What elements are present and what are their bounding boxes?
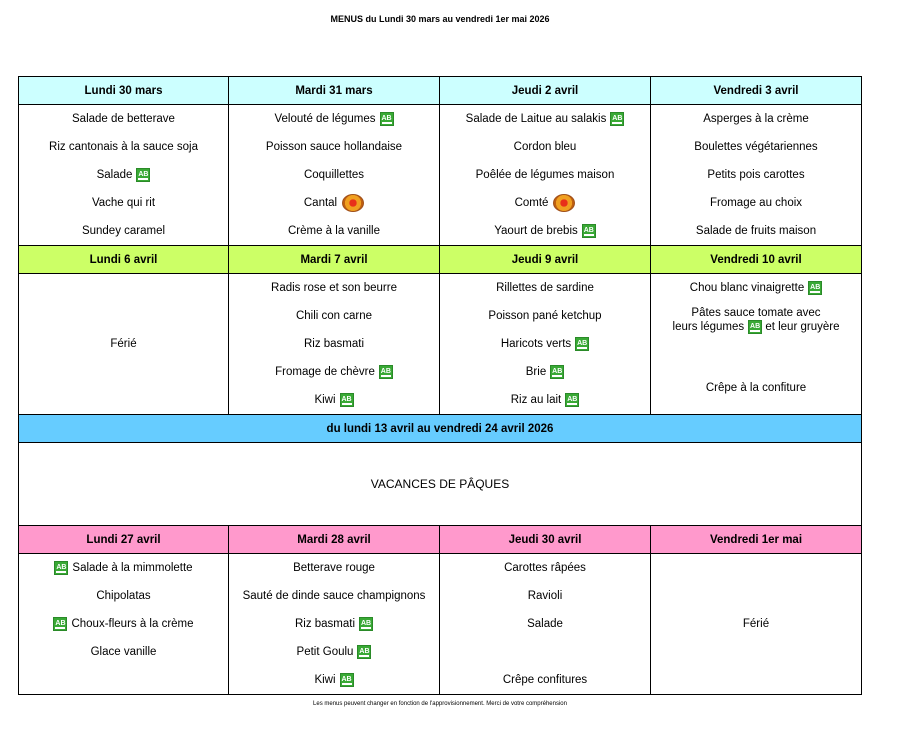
day-menu — [229, 274, 440, 415]
menu-item: Boulettes végétariennes — [694, 141, 818, 153]
menu-item: Chou blanc vinaigrette AB — [689, 282, 821, 294]
ab-organic-icon: AB — [610, 112, 624, 126]
menu-item: Comté — [440, 189, 650, 217]
menu-item: Brie AB — [525, 366, 563, 378]
menu-item: Petit Goulu AB — [296, 646, 370, 658]
menu-item: Haricots verts AB — [500, 338, 588, 350]
day-header: Vendredi 1er mai — [651, 526, 862, 554]
menu-item: Fromage au choix — [709, 197, 803, 209]
week3-menu-row — [19, 554, 862, 695]
spacer — [440, 638, 650, 666]
day-header: Lundi 6 avril — [19, 246, 229, 274]
ab-organic-icon: AB — [340, 393, 354, 407]
menu-table — [18, 76, 862, 695]
menu-item: Ravioli — [527, 590, 563, 602]
menu-item: Salade AB — [96, 169, 149, 181]
ab-organic-icon: AB — [54, 561, 68, 575]
menu-item: Glace vanille — [90, 646, 157, 658]
ab-organic-icon: AB — [808, 281, 822, 295]
menu-item: Chipolatas — [96, 590, 151, 602]
holiday-label: Férié — [742, 618, 770, 630]
day-menu — [19, 554, 229, 695]
menu-item: Asperges à la crème — [703, 113, 809, 125]
holiday-label: Férié — [110, 338, 137, 350]
menu-item: Fromage de chèvre AB — [275, 366, 391, 378]
menu-item: Salade de betterave — [72, 113, 175, 125]
menu-item: Sundey caramel — [81, 225, 166, 237]
day-menu — [19, 105, 229, 246]
ab-organic-icon: AB — [136, 168, 150, 182]
holiday-header-row — [19, 415, 862, 443]
menu-item: Betterave rouge — [293, 562, 375, 574]
holiday-header: du lundi 13 avril au vendredi 24 avril 2026 — [19, 415, 862, 443]
menu-item: Poisson sauce hollandaise — [265, 141, 403, 153]
menu-item: Kiwi AB — [314, 674, 352, 686]
ab-organic-icon: AB — [748, 320, 762, 334]
menu-item: Riz basmati — [303, 338, 365, 350]
day-header: Lundi 30 mars — [19, 77, 229, 105]
day-menu — [651, 105, 862, 246]
menu-item: Rillettes de sardine — [496, 282, 594, 294]
ab-organic-icon: AB — [359, 617, 373, 631]
week2-header-row — [19, 246, 862, 274]
menu-item: Cordon bleu — [513, 141, 577, 153]
menu-item: Radis rose et son beurre — [271, 282, 397, 294]
week3-header-row — [19, 526, 862, 554]
day-menu — [440, 274, 651, 415]
day-header: Vendredi 10 avril — [651, 246, 862, 274]
week1-header-row — [19, 77, 862, 105]
day-menu — [651, 274, 862, 415]
menu-item: Riz basmati AB — [294, 618, 372, 630]
ab-organic-icon: AB — [53, 617, 67, 631]
aop-badge-icon — [342, 194, 364, 212]
ab-organic-icon: AB — [582, 224, 596, 238]
week1-menu-row — [19, 105, 862, 246]
day-header: Jeudi 30 avril — [440, 526, 651, 554]
day-header: Mardi 28 avril — [229, 526, 440, 554]
ab-organic-icon: AB — [565, 393, 579, 407]
menu-item: Crêpe à la confiture — [705, 382, 807, 394]
day-menu — [229, 554, 440, 695]
menu-item: Vache qui rit — [91, 197, 156, 209]
menu-item: Coquillettes — [303, 169, 365, 181]
day-header: Mardi 7 avril — [229, 246, 440, 274]
menu-item: Poisson pané ketchup — [488, 310, 602, 322]
spacer — [651, 346, 861, 374]
day-menu — [440, 105, 651, 246]
day-header: Jeudi 9 avril — [440, 246, 651, 274]
day-menu — [651, 554, 862, 695]
menu-item: Kiwi AB — [314, 394, 352, 406]
ab-organic-icon: AB — [380, 112, 394, 126]
day-header: Jeudi 2 avril — [440, 77, 651, 105]
menu-item: Salade — [527, 618, 563, 630]
menu-item: Chili con carne — [295, 310, 373, 322]
footer-note: Les menus peuvent changer en fonction de l'approvisionnement. Merci de votre compréhension — [313, 701, 567, 707]
day-menu — [229, 105, 440, 246]
holiday-row — [19, 443, 862, 526]
menu-item: Pâtes sauce tomate avec leurs légumes AB et leur gruyère — [672, 307, 840, 334]
page-title: MENUS du Lundi 30 mars au vendredi 1er mai 2026 — [330, 14, 550, 24]
day-header: Vendredi 3 avril — [651, 77, 862, 105]
day-menu — [19, 274, 229, 415]
menu-item: Velouté de légumes AB — [274, 113, 392, 125]
menu-item: Crêpe confitures — [502, 674, 588, 686]
day-header: Lundi 27 avril — [19, 526, 229, 554]
day-menu — [440, 554, 651, 695]
menu-item: Sauté de dinde sauce champignons — [242, 590, 426, 602]
menu-item: Petits pois carottes — [707, 169, 805, 181]
menu-item: Carottes râpées — [504, 562, 586, 574]
ab-organic-icon: AB — [340, 673, 354, 687]
menu-item: AB Salade à la mimmolette — [56, 562, 193, 574]
menu-item: Riz au lait AB — [510, 394, 578, 406]
day-header: Mardi 31 mars — [229, 77, 440, 105]
menu-item: Poêlée de légumes maison — [475, 169, 615, 181]
menu-item: Cantal — [229, 189, 439, 217]
ab-organic-icon: AB — [357, 645, 371, 659]
ab-organic-icon: AB — [575, 337, 589, 351]
ab-organic-icon: AB — [550, 365, 564, 379]
menu-item: Salade de Laitue au salakis AB — [465, 113, 623, 125]
week2-menu-row — [19, 274, 862, 415]
menu-item: Crème à la vanille — [287, 225, 381, 237]
menu-item: Yaourt de brebis AB — [494, 225, 594, 237]
menu-item: Riz cantonais à la sauce soja — [49, 141, 198, 153]
aop-badge-icon — [553, 194, 575, 212]
menu-item: AB Choux-fleurs à la crème — [55, 618, 194, 630]
ab-organic-icon: AB — [379, 365, 393, 379]
menu-item: Salade de fruits maison — [695, 225, 817, 237]
holiday-text: VACANCES DE PÂQUES — [19, 443, 862, 526]
